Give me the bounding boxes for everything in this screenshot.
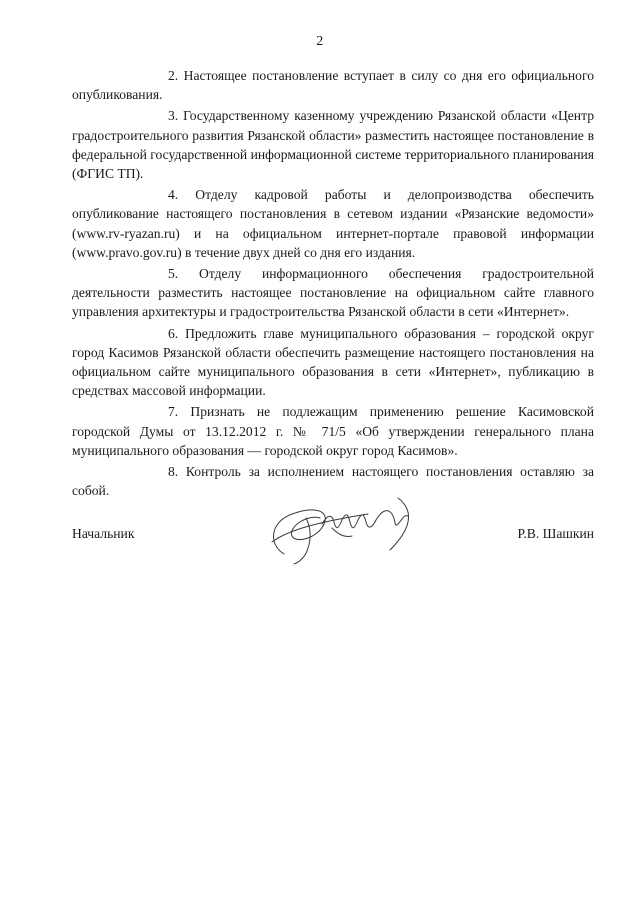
paragraph-text: Признать не подлежащим применению решение Касимовской городской Думы от 13.12.2012 г. № 71/5 «Об утверждении генерального плана муниципального образования — городской округ город Касимов». — [72, 404, 594, 458]
paragraph-number: 2. — [168, 68, 179, 83]
paragraph-text: Контроль за исполнением настоящего постановления оставляю за собой. — [72, 464, 594, 499]
handwritten-signature — [248, 484, 438, 574]
paragraph-text: Отделу информационного обеспечения градостроительной деятельности разместить настоящее постановление на официальном сайте главного управления архитектуры и градостроительства Рязанской области в сети «Интернет». — [72, 266, 594, 320]
paragraph-6 — [72, 324, 594, 401]
paragraph-7 — [72, 402, 594, 460]
paragraph-number: 3. — [168, 108, 179, 124]
paragraph-number: 6. — [168, 325, 179, 341]
page-number: 2 — [316, 34, 324, 49]
paragraph-text: Государственному казенному учреждению Рязанской области «Центр градостроительного развития Рязанской области» разместить настоящее постановление в федеральной государственной информационной системе территориального планирования (ФГИС ТП). — [72, 108, 594, 182]
paragraph-text: Отделу кадровой работы и делопроизводства обеспечить опубликование настоящего постановления в сетевом издании «Рязанские ведомости» (www.rv-ryazan.ru) и на официальном интернет-портале правовой информации (www.pravo.gov.ru) в течение двух дней со дня его издания. — [72, 187, 594, 260]
paragraph-number: 4. — [168, 187, 179, 203]
signer-name: Р.В. Шашкин — [517, 526, 594, 541]
paragraph-4 — [72, 185, 594, 262]
paragraph-number: 8. — [168, 464, 179, 480]
paragraph-number: 5. — [168, 266, 179, 282]
paragraph-5 — [72, 264, 594, 322]
paragraph-text: Предложить главе муниципального образования – городской округ город Касимов Рязанской области обеспечить размещение настоящего постановления на официальном сайте муниципального образования в сети «Интернет», публикацию в средствах массовой информации. — [72, 325, 594, 399]
paragraph-text: Настоящее постановление вступает в силу со дня его официального опубликования. — [72, 68, 594, 103]
document-body — [72, 66, 594, 502]
paragraph-2 — [72, 66, 594, 104]
signature-drawing — [248, 484, 438, 574]
paragraph-number: 7. — [168, 404, 179, 420]
signer-title: Начальник — [72, 526, 135, 541]
paragraph-3 — [72, 106, 594, 183]
signature-block — [72, 524, 594, 584]
